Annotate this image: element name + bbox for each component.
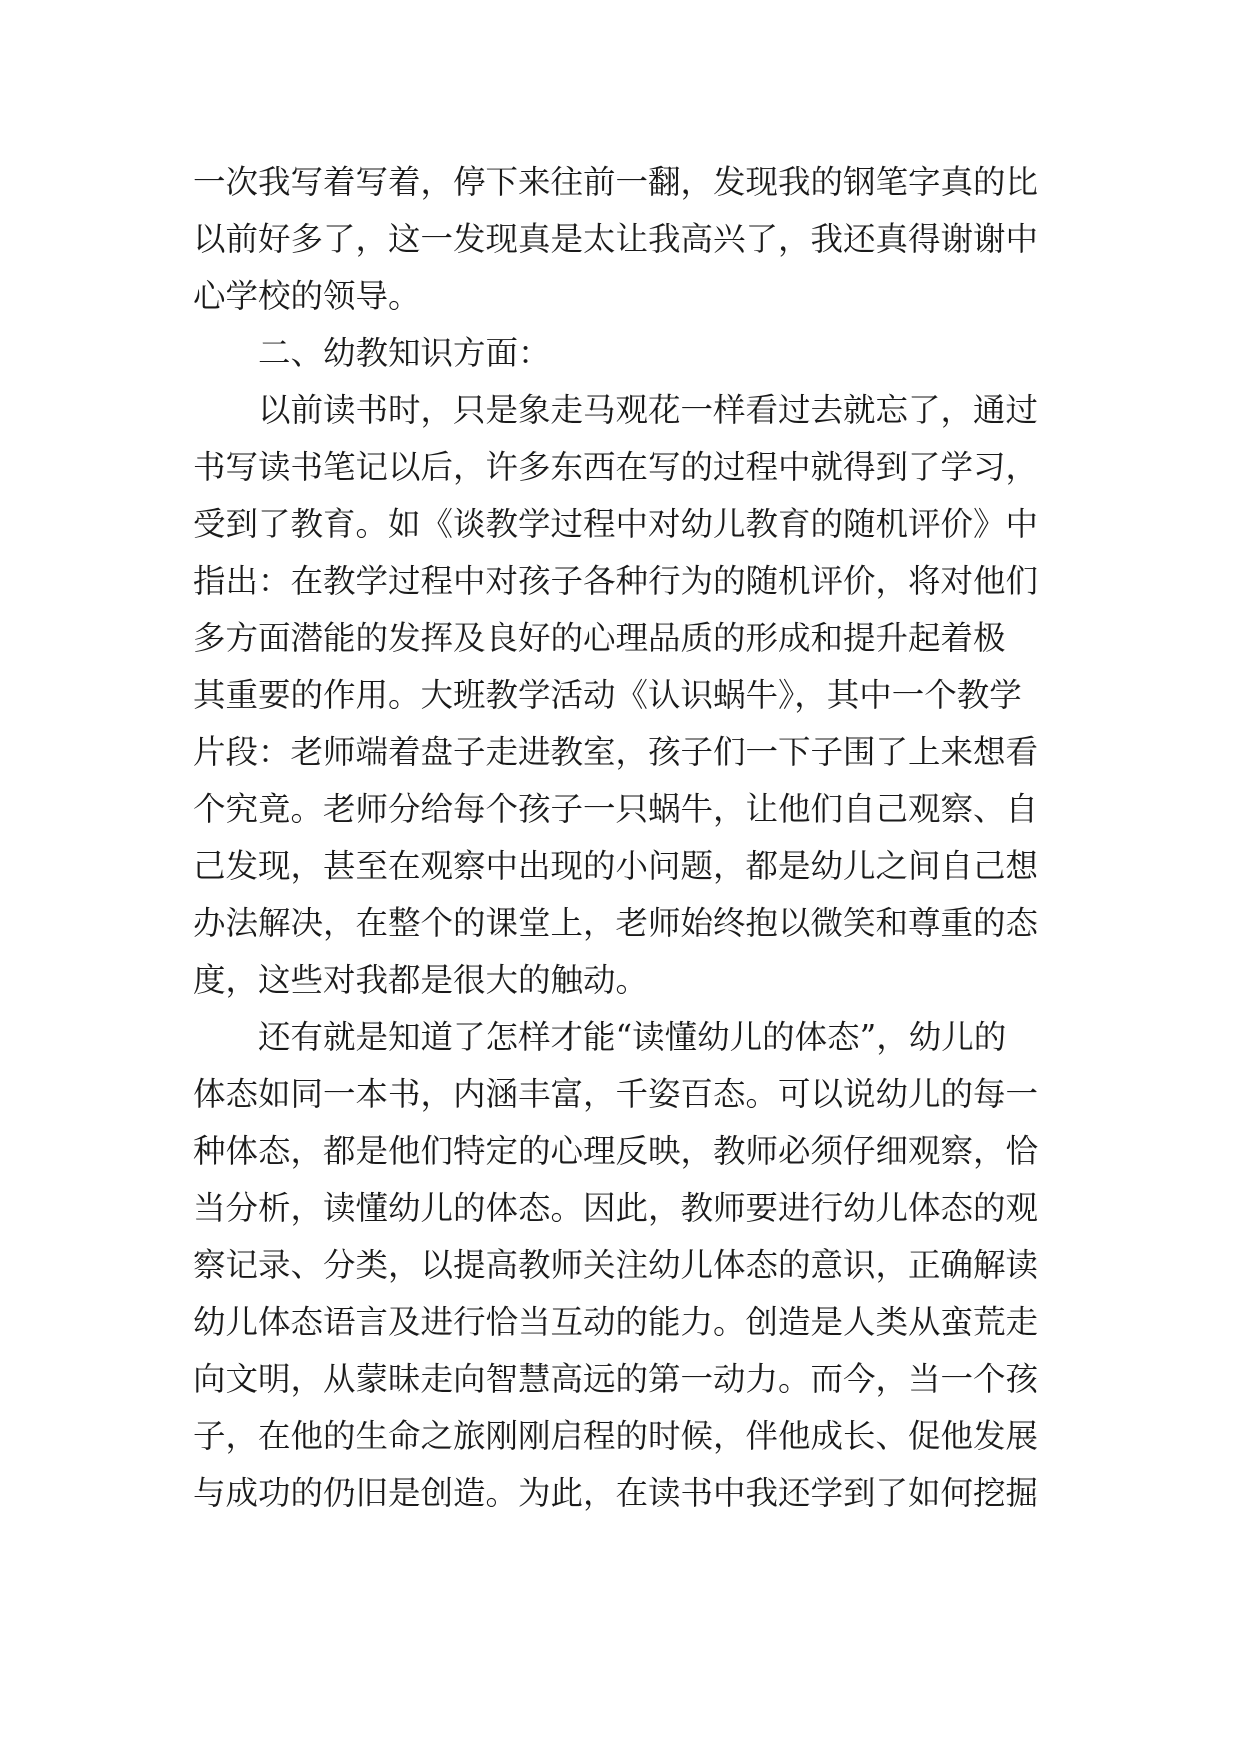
text-line: 其重要的作用。大班教学活动《认识蜗牛》，其中一个教学: [193, 676, 1022, 714]
text-line: 心学校的领导。: [193, 277, 421, 315]
text-line: 受到了教育。如《谈教学过程中对幼儿教育的随机评价》中: [193, 505, 1039, 543]
text-line: 书写读书笔记以后，许多东西在写的过程中就得到了学习，: [193, 448, 1039, 486]
text-line: 当分析，读懂幼儿的体态。因此，教师要进行幼儿体态的观: [193, 1189, 1039, 1227]
text-line: 片段：老师端着盘子走进教室，孩子们一下子围了上来想看: [193, 733, 1039, 771]
text-line: 多方面潜能的发挥及良好的心理品质的形成和提升起着极: [193, 619, 1006, 657]
text-line: 子，在他的生命之旅刚刚启程的时候，伴他成长、促他发展: [193, 1417, 1039, 1455]
text-line: 种体态，都是他们特定的心理反映，教师必须仔细观察，恰: [193, 1132, 1039, 1170]
section-heading: 二、幼教知识方面：: [258, 334, 551, 372]
text-line: 察记录、分类，以提高教师关注幼儿体态的意识，正确解读: [193, 1246, 1039, 1284]
text-line: 幼儿体态语言及进行恰当互动的能力。创造是人类从蛮荒走: [193, 1303, 1039, 1341]
text-line: 度，这些对我都是很大的触动。: [193, 961, 649, 999]
text-line: 指出：在教学过程中对孩子各种行为的随机评价，将对他们: [193, 562, 1039, 600]
text-line: 一次我写着写着，停下来往前一翻，发现我的钢笔字真的比: [193, 163, 1039, 201]
text-line: 向文明，从蒙昧走向智慧高远的第一动力。而今，当一个孩: [193, 1360, 1039, 1398]
text-line: 办法解决，在整个的课堂上，老师始终抱以微笑和尊重的态: [193, 904, 1039, 942]
paragraph-start: 以前读书时，只是象走马观花一样看过去就忘了，通过: [258, 391, 1039, 429]
text-line: 以前好多了，这一发现真是太让我高兴了，我还真得谢谢中: [193, 220, 1039, 258]
text-line: 己发现，甚至在观察中出现的小问题，都是幼儿之间自己想: [193, 847, 1039, 885]
text-line: 体态如同一本书，内涵丰富，千姿百态。可以说幼儿的每一: [193, 1075, 1039, 1113]
text-line: 与成功的仍旧是创造。为此，在读书中我还学到了如何挖掘: [193, 1474, 1039, 1512]
text-line: 个究竟。老师分给每个孩子一只蜗牛，让他们自己观察、自: [193, 790, 1039, 828]
document-body: [193, 154, 1049, 1522]
paragraph-start: 还有就是知道了怎样才能“读懂幼儿的体态”，幼儿的: [258, 1018, 1007, 1056]
